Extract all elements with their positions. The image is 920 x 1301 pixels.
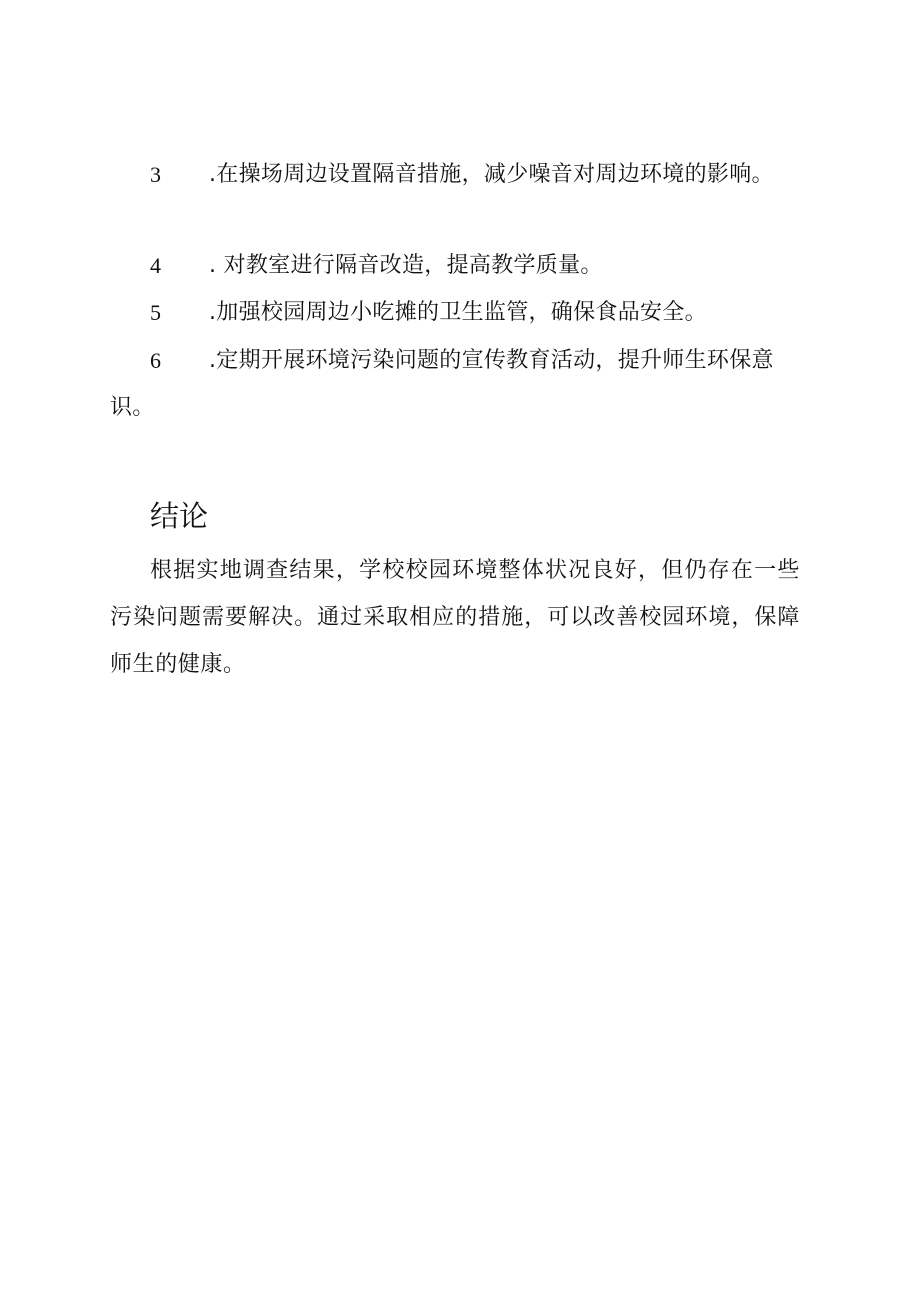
list-item <box>110 289 800 336</box>
list-item <box>110 337 800 431</box>
list-item-number: 3 <box>150 162 161 187</box>
conclusion-paragraph: 根据实地调查结果，学校校园环境整体状况良好，但仍存在一些污染问题需要解决。通过采取相应的措施，可以改善校园环境，保障师生的健康。 <box>110 558 800 677</box>
list-item-text: . 对教室进行隔音改造，提高教学质量。 <box>209 253 603 278</box>
list-item-text: .在操场周边设置隔音措施，减少噪音对周边环境的影响。 <box>209 162 774 187</box>
list-item-text: .加强校园周边小吃摊的卫生监管，确保食品安全。 <box>209 300 707 325</box>
list-item <box>110 242 800 289</box>
conclusion-heading: 结论 <box>150 499 209 533</box>
list-item-text: .定期开展环境污染问题的宣传教育活动，提升师生环保意识。 <box>110 348 774 420</box>
list-item <box>110 151 800 198</box>
list-item-number: 5 <box>150 300 161 325</box>
list-item-number: 4 <box>150 253 161 278</box>
list-item-number: 6 <box>150 348 161 373</box>
